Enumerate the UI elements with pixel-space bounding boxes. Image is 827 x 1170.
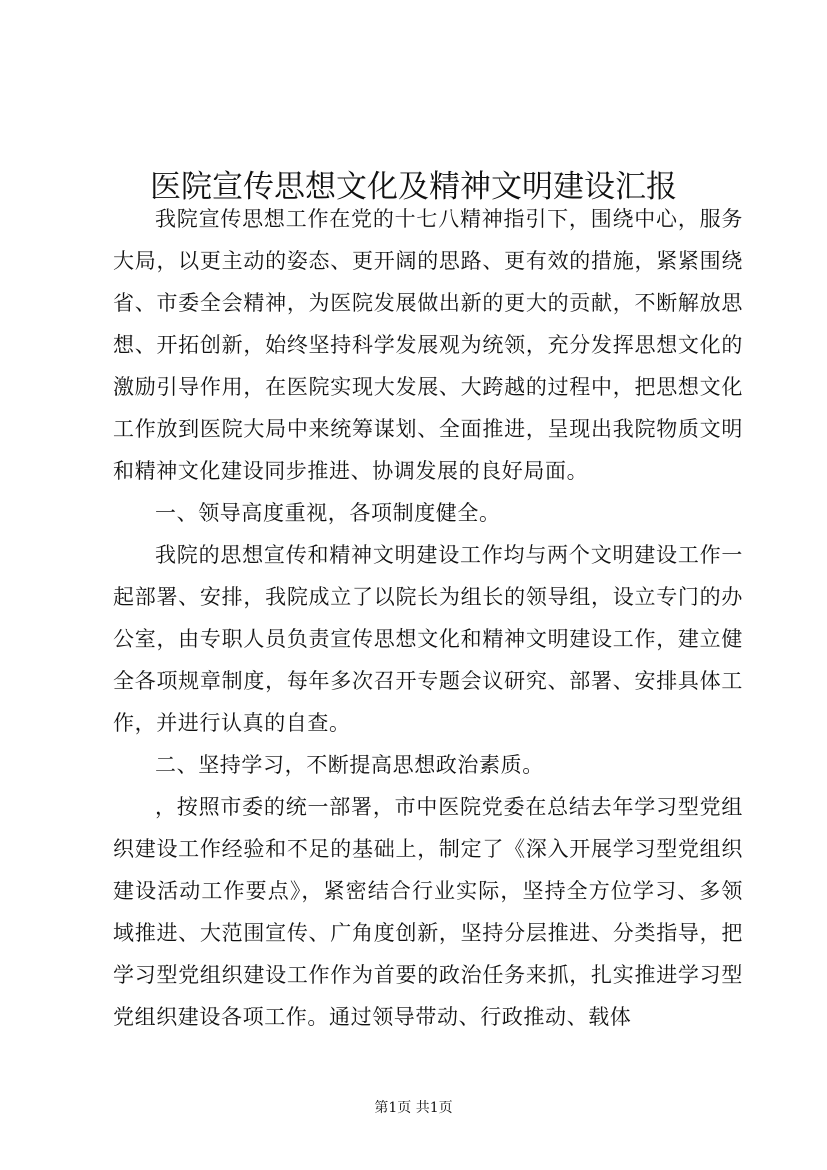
paragraph-section-1: 我院的思想宣传和精神文明建设工作均与两个文明建设工作一起部署、安排，我院成立了以院长为组长的领导组，设立专门的办公室，由专职人员负责宣传思想文化和精神文明建设工作，建立健全各项规章制度，每年多次召开专题会议研究、部署、安排具体工作，并进行认真的自查。 [113, 543, 743, 735]
document-body [113, 198, 743, 1038]
section-heading-1: 一、领导高度重视，各项制度健全。 [155, 501, 501, 525]
paragraph-intro: 我院宣传思想工作在党的十七八精神指引下，围绕中心，服务大局，以更主动的姿态、更开阔的思路、更有效的措施，紧紧围绕省、市委全会精神，为医院发展做出新的更大的贡献，不断解放思想、开拓创新，始终坚持科学发展观为统领，充分发挥思想文化的激励引导作用，在医院实现大发展、大跨越的过程中，把思想文化工作放到医院大局中来统筹谋划、全面推进，呈现出我院物质文明和精神文化建设同步推进、协调发展的良好局面。 [113, 207, 743, 483]
paragraph-section-2: ，按照市委的统一部署，市中医院党委在总结去年学习型党组织建设工作经验和不足的基础上，制定了《深入开展学习型党组织建设活动工作要点》，紧密结合行业实际，坚持全方位学习、多领域推进、大范围宣传、广角度创新，坚持分层推进、分类指导，把学习型党组织建设工作作为首要的政治任务来抓，扎实推进学习型党组织建设各项工作。通过领导带动、行政推动、载体 [113, 795, 743, 1029]
document-title: 医院宣传思想文化及精神文明建设汇报 [150, 168, 677, 205]
page-number-footer: 第1页 共1页 [374, 1100, 453, 1116]
section-heading-2: 二、坚持学习，不断提高思想政治素质。 [155, 753, 544, 777]
